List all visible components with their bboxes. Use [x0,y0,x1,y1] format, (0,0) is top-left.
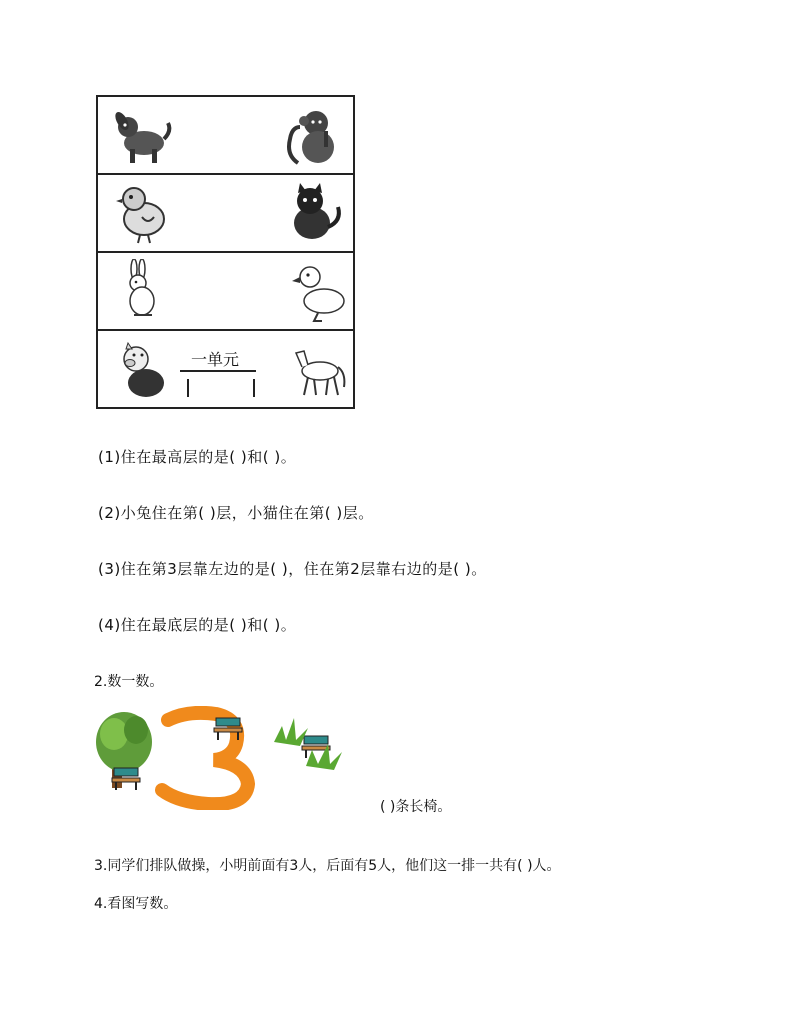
section-3-text: 3.同学们排队做操，小明前面有3人，后面有5人，他们这一排一共有( )人。 [94,858,561,874]
apartment-building [96,95,355,409]
chick-icon [112,181,176,245]
unit-door [180,369,260,399]
cat-icon [282,181,346,245]
pig-icon [112,339,176,403]
rabbit-icon [112,259,176,323]
bench-icon [112,768,140,790]
floor-bottom [98,331,353,409]
section-2-answer: ( )条长椅。 [380,799,452,815]
question-4: (4)住在最底层的是( )和( )。 [98,616,297,634]
tree-icon [96,712,152,788]
section-4-title: 4.看图写数。 [94,896,178,912]
floor-second [98,175,353,253]
floor-top [98,97,353,175]
bench-icon [214,718,242,740]
question-2: (2)小兔住在第( )层，小猫住在第( )层。 [98,504,374,522]
number-three-icon [162,713,248,804]
question-3: (3)住在第3层靠左边的是( )，住在第2层靠右边的是( )。 [98,560,487,578]
question-1: (1)住在最高层的是( )和( )。 [98,448,297,466]
monkey-icon [280,105,344,169]
dog-icon [110,105,174,169]
floor-third [98,253,353,331]
duck-icon [288,259,352,323]
section-2-title: 2.数一数。 [94,674,164,690]
bench-counting-picture [96,706,356,810]
unit-label: 一单元 [191,350,240,369]
horse-icon [286,339,350,403]
